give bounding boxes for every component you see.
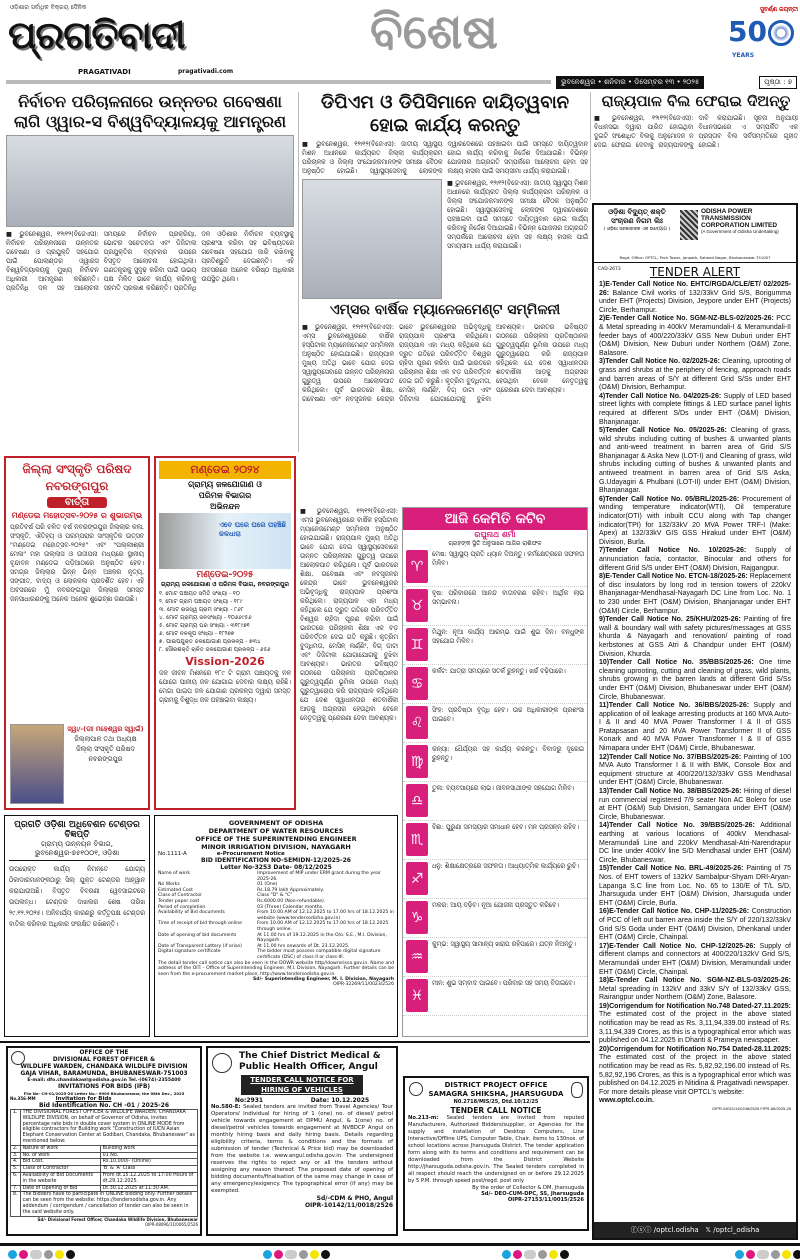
optcl-website[interactable]: www.optcl.co.in. [599, 1097, 654, 1105]
tender-item [594, 943, 796, 977]
story2-photo [302, 179, 442, 299]
anniversary-number: 50 [728, 15, 767, 48]
sign-text: ସିଂହ: ପ୍ରତିଷ୍ଠା ବୃଦ୍ଧି ହେବ। ଉଚ୍ଚ ଅଧିକାରୀଙ୍କ ପ୍ରଶଂସା ପାଇବେ। [432, 707, 584, 723]
notice-type: e-Procurement Notice [216, 851, 285, 857]
vision-title: Vission-2026 [185, 655, 265, 668]
signatory-place: ନବରଙ୍ଗପୁର [88, 755, 123, 763]
tender-item [594, 865, 796, 908]
sign-text: ମେଷ: ସ୍ୱାସ୍ଥ୍ୟ ପ୍ରତି ଧ୍ୟାନ ଦିଅନ୍ତୁ। କର୍ମକ୍ଷେତ୍ରରେ ସଫଳତା ମିଳିବ। [432, 551, 584, 567]
cell: 3. [11, 1152, 21, 1159]
ad-line: MINOR IRRIGATION DIVISION, NAYAGARH [201, 843, 351, 851]
cdmo-tender-ad [206, 1046, 398, 1236]
letter-no: Letter No-3253 Date- 08/12/2025 [220, 864, 332, 871]
bid-value: Improvement of MIP under ERM grant during the year 2025-26. [257, 871, 381, 882]
ad-line: DEPARTMENT OF WATER RESOURCES [208, 827, 344, 835]
cell: The Bidders have to participate in ONLINE bidding only. Further details can be seen from the website: https://tendersodisha.gov.in. Any addendum / corrigendum / cancellation of tender can also be seen in the said website only. [20, 1192, 197, 1216]
tender-number: 19)Corrigendum for Notification No.748 Dated-27.11.2025: [599, 1002, 791, 1010]
tender-description: Supply of LED based street lights with complete fittings & LED surface panel lights required at different S/Ds under EHT (O&M) Division, Bhanjanagar. [599, 392, 791, 426]
horoscope-sign [403, 899, 587, 938]
tender-number: 12)Tender Call Notice No. 37/BBS/2025-26: [599, 753, 742, 761]
ad-line: DIVISIONAL FOREST OFFICER & [52, 1057, 156, 1063]
tender-item [594, 977, 796, 1003]
notice-no: N0.2718/MIS/25, Dtd.10/12/25 [453, 1099, 539, 1105]
bid-row [158, 910, 394, 921]
cell: No. of work [20, 1152, 100, 1159]
horoscope-title: ଆଜି କେମିତି କଟିବ [403, 508, 587, 530]
column-divider [298, 92, 299, 452]
notice-body: Sealed tenders are invited from reputed Manufacturers, Authorized Bidders/supplier, or Agencies for the supply and installation of Desktop Computers, Line Interactive/Offline UPS, Computer Table, Chair, items to 130nos. of school locations across Jharsuguda District. The tender application form along with its terms and conditions and requirement can be downloaded from the District Website http://jharsuguda.odisha.gov.in. The Sealed tenders completed in all respect should reach the undersigned on or before 29.12.2025 by 5 P.M. through speed post/regd. post only [408, 1115, 584, 1184]
horoscope-intro: ଗ୍ରହଙ୍କ ସ୍ଥିତି ଅନୁସାରେ ଆଜିର ରାଶିଫଳ [448, 540, 542, 547]
tender-item [594, 659, 796, 702]
table-row [11, 1172, 198, 1185]
section-title: ବିଶେଷ [370, 4, 498, 60]
ad-sign: Sd/- Divisional Forest Officer, Chandaka Wildlife Division, Bhubaneswar [37, 1216, 198, 1222]
tender-description: Replacement of disc insulators by long rod in tension towers of 220kV Bhanjanagar-Mendhasal-Nayagarh DC Line from Loc. No. 1 to 230 under EHT (O&M) Division, Bhanjanagar under EHT (O&M) Circle, Berhampur. [599, 573, 791, 615]
zodiac-icon: ♒ [406, 940, 428, 973]
tender-item [594, 702, 796, 754]
tender-description: Metal spreading in 132kV and 33kV S/Y of 132/33kV GSS, Rairangpur under Northern (O&M) Zone, Balasore. [599, 985, 791, 1002]
notice-no: No.1111-A [158, 851, 187, 857]
signatory-org: ଜିଲ୍ଲା ସଂସ୍କୃତି ପରିଷଦ [76, 745, 135, 753]
ad-line: GOVERNMENT OF ODISHA [228, 819, 324, 827]
bid-field: Availability of Bid documents [158, 910, 225, 916]
ad-title: ଜିଲ୍ଲା ସଂସ୍କୃତି ପରିଷଦ [22, 462, 132, 476]
masthead-rule [6, 80, 551, 84]
horoscope-box [402, 507, 588, 1037]
water-poster: ଏବେ ଘରେ ଘରେ ପହଞ୍ଚିଛି ଜଳଧାରା [159, 513, 291, 569]
stat-item: ୨. ମୋଟ ଗ୍ରାମ ପଞ୍ଚାୟତ ସଂଖ୍ୟା - ୧୮୯ [159, 599, 243, 605]
ad-title2: SAMAGRA SHIKSHA, JHARSUGUDA [428, 1089, 564, 1098]
ad-line: OFFICE OF THE [79, 1050, 129, 1056]
story1-body: ■ ଭୁବନେଶ୍ୱର, ୧୨ା୧୨(ବିଜେଏସ): ନିର୍ବାଚନ ପରିଚାଳନାରେ ଉନ୍ନତର ଗବେଷଣା ଓ ପ୍ରଯୁକ୍ତି ସହଯୋଗ ପାଇଁ ପୋଲାଣ୍ଡର ଓ୍ୱାରସ ବିଶ୍ୱବିଦ୍ୟାଳୟକୁ ମୁଖ୍ୟ ନିର୍ବାଚନ ଅଧିକାରୀ ଆମନ୍ତ୍ରଣ କରିଛନ୍ତି। ପ୍ରତିନିଧି ଦଳ ସହ ଆଲୋଚନା ସମୟରେ ନିର୍ବାଚନ ପ୍ରକ୍ରିୟା, ଭୋଟର ସଚେତନତା ଏବଂ ଡିଜିଟାଲ ପ୍ରଯୁକ୍ତିର ବ୍ୟବହାର ଉପରେ ବିସ୍ତୃତ ଆଲୋଚନା ହୋଇଥିଲା। ଗଣତନ୍ତ୍ରକୁ ସୁଦୃଢ଼ କରିବା ପାଇଁ ଉଭୟ ପକ୍ଷ ମିଳିତ ଭାବେ କାର୍ଯ୍ୟ କରିବାକୁ ସହମତି ପ୍ରକାଶ କରିଛନ୍ତି। ପ୍ରତିନିଧି ଦଳ ଓଡ଼ିଶାର ନିର୍ବାଚନ ବ୍ୟବସ୍ଥାକୁ ପ୍ରଶଂସା କରିବା ସହ ଭବିଷ୍ୟତରେ ଗବେଷଣା ସହଯୋଗ ଜାରି ରଖିବାକୁ ପ୍ରତିଶ୍ରୁତି ଦେଇଛନ୍ତି। ଏହି ଅବସରରେ ଅନେକ ବରିଷ୍ଠ ଅଧିକାରୀ ଉପସ୍ଥିତ ଥିଲେ। [6, 231, 294, 292]
cell: 01 No. [100, 1152, 197, 1159]
odisha-emblem-icon [212, 1053, 232, 1073]
tender-item [594, 358, 796, 392]
notice-body: Sealed tenders are invited from Travel Agencies/ Tour Operators/ Individual for hiring of 1 (one) no. of diesel/ petrol vehicle towards engagement at DPMU Angul, & 1(one) no. of diesel/petrol vehicles towards engagement at NVBDCP Angul on monthly hiring basis and daily hiring basis. Details regarding eligibility criteria, terms & conditions and the formats of submission of tender (Technical & Price bid) may be downloaded from the website i.e. www.angul.odisha.gov.in. The undersigned reserves the rights to reject any or all the tenders without assigning any reason thereof. The proposed date of opening of bidding documents/finalisation of the same may change in case of any emergency/exigency. The typographical error (if any) may be exempted. [211, 1104, 393, 1194]
story3-body-cont: ■ ଭୁବନେଶ୍ୱର, ୧୨ା୧୨(ବିଜେଏସ): ଏମ୍ସ ଭୁବନେଶ୍ୱରରେ ବାର୍ଷିକ ହସ୍ପିଟାଲ ମ୍ୟାନେଜମେଣ୍ଟ ସମ୍ମିଳନୀ ଅନୁଷ୍ଠିତ ହୋଇଯାଇଛି। ରାଜ୍ୟପାଳ ମୁଖ୍ୟ ଅତିଥି ଭାବେ ଯୋଗ ଦେଇ ସ୍ୱାସ୍ଥ୍ୟସେବାରେ ଉନ୍ନତ ପରିଚାଳନାର ଗୁରୁତ୍ୱ ଉପରେ ଆଲୋକପାତ କରିଥିଲେ। ପୂର୍ବ ଭାରତରେ ଶିକ୍ଷା, ଗବେଷଣା ଏବଂ ନବସୃଜନର କେନ୍ଦ୍ର ଭାବେ ଭୁବନେଶ୍ୱରର ଅଭିବୃଦ୍ଧିକୁ ରାଜ୍ୟପାଳ ପ୍ରଶଂସା କରିଥିଲେ। ରାଜ୍ୟପାଳ ଏହା ମଧ୍ୟ କହିଥିଲେ ଯେ ଦ୍ରୁତ ଗତିରେ ପରିବର୍ତ୍ତିତ ବିଶ୍ୱର ଚାହିଦା ପୂରଣ କରିବା ପାଇଁ ଭାରତରେ ପରିଚାଳନା ଶିକ୍ଷା ଏକ ବଡ଼ ପରିବର୍ତ୍ତନ ଦେଇ ଗତି କରୁଛି। କୃତ୍ରିମ ବୁଦ୍ଧିମତା, ମେସିନ୍ ଲର୍ଣ୍ଣିଂ, ବିଗ୍ ଡାଟା ଏବଂ ଡିଜିଟାଲ ଯୋଗାଯୋଗକୁ ବୁଝିବା ଆବଶ୍ୟକ। ଭାରତର ଭବିଷ୍ୟତ ଗଠନରେ ପରିଚାଳନା ପ୍ରତିଷ୍ଠାନର ଗୁରୁତ୍ୱପୂର୍ଣ୍ଣ ଭୂମିକା ଉପରେ ମଧ୍ୟ ଗୁରୁତ୍ୱାରୋପ କରି ରାଜ୍ୟପାଳ କହିଥିଲେ ଯେ ଦେଶ ସ୍ୱାଧୀନତାର ଶତବାର୍ଷିକୀ ଆଡ଼କୁ ଅଗ୍ରସର ହେଉଥିବା ବେଳେ ନେତୃତ୍ୱକୁ ପ୍ରେରଣା ଦେବା ଆବଶ୍ୟକ। [300, 508, 398, 722]
bid-value: Class "D" & "C" [257, 893, 293, 899]
ad-body: ଉପରୋକ୍ତ କାର୍ଯ୍ୟ ନିମନ୍ତେ ଯୋଗ୍ୟ ଠିକାଦାରମାନଙ୍କଠାରୁ ସିଲ୍ ଯୁକ୍ତ ଟେଣ୍ଡର ଆହ୍ୱାନ କରାଯାଉଅଛି। ବିସ୍ତୃତ ବିବରଣୀ ୱେବସାଇଟରେ ଉପଲବ୍ଧ। ଟେଣ୍ଡର ଦାଖଲର ଶେଷ ତାରିଖ ୨୯.୧୨.୨୦୨୫। ଅନିବାର୍ଯ୍ୟ କାରଣରୁ କର୍ତ୍ତୃପକ୍ଷ ଟେଣ୍ଡର ବାତିଲ କରିବାର ଅଧିକାର ସଂରକ୍ଷିତ ରଖିଛନ୍ତି। [9, 866, 145, 928]
story1-photo [6, 135, 294, 227]
file-no: File No- CH-01/2025-26 Letter No.- 6909 Bhubaneswar, the 08th Dec., 2025 [23, 1091, 185, 1096]
rwss-mandei-ad [154, 456, 296, 810]
bid-field: No Works [158, 882, 180, 888]
cell: 'B' & 'A' Class [100, 1166, 197, 1173]
optcl-odia-name: ଓଡ଼ିଶା ବିଦ୍ୟୁତ୍ ଶକ୍ତି [608, 208, 666, 216]
notice-title: TENDER CALL NOTICE [450, 1105, 542, 1115]
table-row [11, 1159, 198, 1166]
masthead-logo [8, 4, 258, 78]
horoscope-sign [403, 938, 587, 977]
ad-code: OIPR-27153/11/0015/2526 [507, 1197, 584, 1203]
ad-section: ମଣ୍ଡେଇ-୨୦୨୫ [196, 570, 254, 580]
anniversary-years: YEARS [732, 52, 755, 59]
ad-code: OIPR-08096/11/0065/2526 [144, 1221, 198, 1227]
cad-code: CAD-2673 [598, 267, 621, 272]
tender-item [594, 908, 796, 942]
logo-tagline: ଓଡ଼ିଶାର ସର୍ବାଧିକ ବିକ୍ରୟ ଦୈନିକ [10, 4, 87, 11]
horoscope-sign [403, 626, 587, 665]
bid-value: Rs.6000.00 (Non-refundable). [257, 898, 326, 904]
tender-number: 8)E-Tender Call Notice No. ETCN-18/2025-26: [599, 573, 748, 581]
ad-badge: ବାର୍ତ୍ତା [47, 497, 107, 508]
zodiac-icon: ♋ [406, 667, 428, 700]
horoscope-sign [403, 821, 587, 860]
zodiac-icon: ♉ [406, 589, 428, 622]
bid-value: From 10.00 AM of 12.12.2025 to 17.00 hrs of 18.12.2025 through online. [257, 921, 389, 932]
bid-row [158, 949, 394, 960]
ad-contact: E-mail: dfo.chandakawl@odisha.gov.in Tel.-(0674)-2355400 [27, 1078, 181, 1083]
anniversary-emblem [728, 6, 798, 72]
bid-row [158, 921, 394, 932]
tender-number: 10)Tender Call Notice No. 35/BBS/2025-26: [599, 659, 754, 667]
optcl-tender-alert [592, 203, 798, 1240]
zodiac-icon: ♐ [406, 862, 428, 895]
stat-item: ୬. ମୋଟ ନଳକୂପ ସଂଖ୍ୟା - ୧୮୨୭୭ [159, 631, 235, 637]
story4-headline: ରାଜ୍ୟପାଳ ବିଲ ଫେରାଇ ଦିଅନ୍ତୁ [601, 92, 791, 110]
tender-description: Painting of fire wall & boundary wall with safety pictures/messages at GSS khurda & Nayagarh and renovation/ painting of road kerbstones at GSS Atri & Chandpur under EHT (O&M) Division, Khurda. [599, 616, 791, 658]
dfo-tender-ad [6, 1046, 202, 1236]
cell: From dt.15.12.2025 to 17:00 Hours of dt.29.12.2025. [100, 1172, 197, 1185]
horoscope-sign [403, 665, 587, 704]
ad-title-line: ପରିମଳ ବିଭାଗର [198, 491, 252, 500]
tender-number: 15)Tender Call Notice No. BRL-49/2025-26: [599, 865, 744, 873]
bid-value: At 11.00 hrs onwards of Dt. 23.12.2025. [257, 943, 350, 949]
more-details: For more details please visit OPTCL's website: [599, 1088, 744, 1096]
zodiac-icon: ♌ [406, 706, 428, 739]
ad-line: GAJA VIHAR, BARAMUNDA, BHUBANESWAR-751003 [20, 1071, 188, 1077]
horoscope-sign [403, 860, 587, 899]
tender-description: Supply of different clamps and connectors at 400/220/132kV Grid S/S, Meramundali under EHT (O&M) Division, Meramundali under EHT (O&M) Circle, Chainpal. [599, 942, 791, 976]
tender-description: Cleaning, uprooting of grass and shrubs at the periphery of fencing, approach roads and barren areas of S/Y at different Grid S/Ss under EHT (O&M) Division, Berhampur. [599, 358, 791, 392]
horoscope-sign [403, 587, 587, 626]
tender-description: Balance Civil works of 132/33kV Grid S/S, Borigumma under EHT (Projects) Division, Jeypore under EHT (Projects) Circle, Berhampur. [599, 289, 791, 314]
dateline: ଭୁବନେଶ୍ୱର • ଶନିବାର • ଡିସେମ୍ବର ୧୩ • ୨୦୨୫ [556, 76, 704, 89]
bid-field: Class of Contractor [158, 893, 202, 899]
bid-field: Date of Transparent Lottery (if arise) [158, 943, 242, 949]
cell: THE DIVISIONAL FOREST OFFICER & WILDLIFE WARDEN, CHANDAKA WILDLIFE DIVISION, on behalf of Governor of Odisha, invites percentage rate bids in double cover system in ONLINE MODE from eligible contractors for Building work "Construction of IUCN Asian Elephant Conservation Center at Godibari, Chandaka, Bhubaneswar" as mentioned below: [20, 1110, 197, 1146]
social-handle-x[interactable]: /optcl_odisha [713, 1226, 760, 1234]
tender-description: The estimated cost of the project in the above stated notification may be read as Rs. 5,82,92,196.00 instead of Rs. 5,82,92,196 Crores, as this is a typographical error which was published on 04.12.2025 in Nitidina & Pragativadi newspaper. [599, 1054, 791, 1088]
tender-item [594, 315, 796, 358]
bid-row [158, 871, 394, 882]
sign-text: କର୍କଟ: ଯାତ୍ରା ସମୟରେ ସତର୍କ ରୁହନ୍ତୁ। ଖର୍ଚ୍ଚ ବଢ଼ିପାରେ। [432, 668, 566, 675]
sign-text: ମିଥୁନ: ନୂଆ କାର୍ଯ୍ୟ ଆରମ୍ଭ ପାଇଁ ଶୁଭ ଦିନ। ବନ୍ଧୁଙ୍କ ସହଯୋଗ ମିଳିବ। [432, 629, 584, 645]
ifb-title: INVITATIONS FOR BIDS (IFB) [57, 1084, 151, 1090]
tender-item [594, 788, 796, 822]
bid-value: The bidder must possess compatible digital signature certificate (DSC) of class II or class-III. [257, 949, 381, 960]
tender-description: PCC & Metal spreading in 400kV Meramundali-I & Meramundali-II feeder bays of 400/220/33kV GSS New Duburi under EHT (O&M) Division, New Duburi under Northern (O&M) Zone, Balasore. [599, 315, 791, 357]
ad-line: OFFICE OF THE SUPERINTENDING ENGINEER [195, 835, 357, 843]
section-rule [0, 1041, 590, 1043]
ad-title-line: ଅଭିନନ୍ଦନ [210, 502, 240, 511]
banner-line: TENDER CALL NOTICE FOR [250, 1076, 354, 1084]
notice-lead: No.580-E: [211, 1104, 241, 1110]
tender-number: 6)Tender Call Notice No. 05/BRL/2025-26: [599, 495, 740, 503]
tender-number: 2)E-Tender Call Notice No. SGM-NZ-BLS-02/2025-26: [599, 315, 774, 323]
zodiac-icon: ♍ [406, 745, 428, 778]
bid-value: At 11.00 hrs of 19.12.2025 in the O/o. S.E., M.I. Division, Nayagarh. [257, 932, 387, 944]
tender-number: 4)Tender Call Notice No. 04/2025-26: [599, 392, 722, 400]
bid-value: From 10.00 AM of 12.12.2025 to 17.00 hrs of 18.12.2025 in website (www.tendersodisha.gov.in) [257, 910, 394, 921]
optcl-name: ODISHA POWER TRANSMISSION [701, 208, 753, 222]
culture-council-ad [4, 456, 150, 810]
dowr-tender-ad [154, 815, 398, 1037]
ad-title2: Public Health Officer, Angul [239, 1062, 378, 1072]
tender-description: Additional earthing at various locations of 400kV Mendhasal-Meramundali Line and 220kV Mendhasal-Atri-Narendrapur DC line under 400kV line S/D Mendhasal under EHT (O&M) Circle, Bhubaneswar. [599, 822, 791, 864]
sign-text: କୁମ୍ଭ: ସ୍ୱାସ୍ଥ୍ୟ ସାମାନ୍ୟ ଖରାପ ରହିପାରେ। ଯତ୍ନ ନିଅନ୍ତୁ। [432, 941, 576, 948]
ad-subtitle: ନବରଙ୍ଗପୁର [45, 479, 109, 493]
stat-item: ୭. ପାଇପଯୁକ୍ତ ଜଳଯୋଗାଣ ପ୍ରକଳ୍ପ - ୭୩୪ [159, 639, 261, 645]
logo-url: pragativadi.com [178, 68, 234, 75]
table-row [11, 1145, 198, 1152]
story4-body: ■ ଭୁବନେଶ୍ୱର, ୧୨ା୧୨(ବିଜେଏସ): ବିଧାନସଭା ଦ୍ୱାରା ପାରିତ ହୋଇଥିବା ଦୁଇଟି ସଂଶୋଧିତ ବିଲକୁ ଅନୁମୋଦନ ନ ଦେଇ ଫେରାଇ ଦେବାକୁ ରାଜ୍ୟପାଳଙ୍କୁ ଦାବି କରାଯାଇଛି। ସୂଚନା ଅନୁଯାୟୀ ବିଧାନସଭାରେ ଏ ସମ୍ପର୍କିତ ଏକ ପ୍ରସ୍ତାବ ବିଲ ସର୍ବସମ୍ମତିରେ ଗୃହୀତ ହୋଇଛି। [594, 114, 798, 149]
cell: Date of Opening of Bid [20, 1185, 100, 1192]
optcl-odia-sub: ( ଓଡ଼ିଶା ସରକାରଙ୍କ ଏକ ଉଦ୍ୟୋଗ ) [603, 227, 671, 232]
tender-number: 13)Tender Call Notice No. 38/BBS/2025-26: [599, 788, 742, 796]
column-divider [590, 92, 591, 200]
stats-list [159, 590, 291, 654]
tender-item [594, 393, 796, 427]
bid-field: Time of receipt of bid through online [158, 921, 242, 927]
tender-item [594, 754, 796, 788]
story2-headline: ଡିପିଏମ ଓ ଡିପିସିମାନେ ଦାୟିତ୍ୱବାନ ହୋଇ କାର୍ଯ୍ୟ କରନ୍ତୁ [320, 92, 570, 136]
tender-description: One time cleaning uprooting, cutting and cleaning of grass, wild plants, shrubs growing in the barren lands at different Grid S/Ss under EHT (O&M) Division, Bhubaneswar under EHT (O&M) Circle, Bhubaneswar. [599, 659, 791, 701]
optcl-regd: Regd. Office: OPTCL, Tech Tower, Janpath, Saheed Nagar, Bhubaneswar-751007 [619, 255, 771, 260]
bid-field: Digital signature certificate [158, 949, 221, 955]
signatory-role: ଜିଲ୍ଲାପାଳ ତଥା ଅଧ୍ୟକ୍ଷ [74, 735, 137, 743]
tender-number: 9)Tender Call Notice No. 25/KHU/2025-26: [599, 616, 741, 624]
emblem-icon [768, 20, 794, 46]
ad-heading: ମଣ୍ଡେଇ ମହୋତ୍ସବ-୨୦୨୫ ର ଶୁଭାରମ୍ଭ [11, 511, 143, 520]
ad-codes: OIPR-04011/11/0248/2526 FIPR-66/2025-26 [711, 1106, 791, 1111]
horoscope-sign [403, 782, 587, 821]
ad-subtitle: ଗ୍ରାମ୍ୟ ଉନ୍ନୟନ ବିଭାଗ, ଭୁବନେଶ୍ୱର-୭୫୧୦୦୧, ଓଡ଼ିଶା [9, 840, 145, 861]
social-bar: ⓕⓧⓘ /optcl.odisha 𝕏 /optcl_odisha [594, 1222, 796, 1238]
page-number: ପୃଷ୍ଠା : ୭ [759, 76, 797, 89]
tender-item [594, 1046, 796, 1089]
story1 [6, 92, 294, 450]
social-handle-facebook[interactable]: /optcl.odisha [653, 1226, 699, 1234]
cell: 6. [11, 1172, 21, 1185]
page-bottom-rule [0, 1243, 800, 1246]
optcl-sub: (A Government of Odisha Undertaking) [701, 229, 779, 234]
cell: 2. [11, 1145, 21, 1152]
cell: Dt.30.12.2025 at 11:30 AM. [100, 1185, 197, 1192]
tender-number: 1)E-Tender Call Notice No. EHTC/RGDA/CLE/ET/ 02/2025-26: [599, 281, 791, 297]
ad-title: The Chief District Medical & [239, 1051, 381, 1061]
stat-item: ୧. ମୋଟ ପଞ୍ଚାୟତ ସମିତି ସଂଖ୍ୟା - ୧୦ [159, 591, 240, 597]
ad-sign: Sd/-CDM & PHO, Angul [316, 1195, 393, 1202]
bid-field: Name of work [158, 871, 191, 876]
notice-no: No:2931 [234, 1097, 264, 1104]
bid-value: Rs.18.79 lakh Approximately. [257, 887, 325, 893]
notice-no: No.356-MM [10, 1096, 36, 1101]
bid-table [10, 1109, 198, 1217]
story2-3 [302, 92, 588, 502]
optcl-name2: CORPORATION LIMITED [701, 222, 778, 229]
bid-field: Period of completion [158, 904, 206, 910]
tender-number: 17)E-Tender Call Notice No. CHP-12/2025-26: [599, 942, 756, 950]
sign-text: ବୃଷ: ପରିବାରରେ ଆନନ୍ଦ ବାତାବରଣ ରହିବ। ଆର୍ଥିକ ଲାଭ ସମ୍ଭାବନା। [432, 590, 584, 606]
signatory-name: ସ୍ୱା/-(ଡଃ ମହେଶ୍ୱର ସ୍ୱାଇଁ) [67, 725, 144, 733]
tender-item [594, 547, 796, 573]
cell: 5. [11, 1166, 21, 1173]
tender-description: Hiring of diesel run commercial registered 7/9 seater Non AC Bolero for use at EHT (O&M) Sub Division, Samangara under EHT (O&M) Circle, Bhubaneswar. [599, 788, 792, 821]
ad-code: OIPR-10142/11/0018/2526 [304, 1202, 393, 1209]
ad-by: By the order of Collector & DM, Jharsuguda [472, 1185, 584, 1191]
ad-title: ପ୍ରଗତି ଓଡ଼ିଶା ଅଧିବେଶନ ଟେଣ୍ଡର ବିଜ୍ଞପ୍ତି [14, 820, 140, 840]
notice-lead: No.213-m: [408, 1115, 439, 1121]
samagra-shiksha-tender-ad [403, 1076, 589, 1231]
tender-number: 5)Tender Call Notice No. 05/2025-26: [599, 427, 727, 435]
story3-headline: ଏମ୍ସର ବାର୍ଷିକ ମ୍ୟାନେଜମେଣ୍ଟ ସମ୍ମିଳନୀ [329, 302, 561, 318]
tender-description: Painting of 100 MVA Auto Transformer I & II with BMK, Console Box and equipment structure at 400/220/132/33kV GSS Mendhasal under EHT (O&M) Circle, Bhubaneswar. [599, 753, 791, 787]
tender-description: Construction of PCC of left out barren area inside the S/Y of 220/132/33kV Grid S/S Goda under EHT (O&M) Division, Dhenkanal under EHT (O&M) Circle, Chainpal. [599, 908, 791, 942]
ad-title-line: ଗ୍ରାମ୍ୟ ଜଳଯୋଗାଣ ଓ [188, 480, 262, 489]
zodiac-icon: ♏ [406, 823, 428, 856]
invitation-title: Invitation for Bids [55, 1096, 112, 1102]
odisha-emblem-icon [11, 1051, 25, 1065]
ad-code: OIPR-32269/11/0023/2526 [333, 982, 394, 988]
stat-item: ୮. ସୌରଶକ୍ତି ଚାଳିତ ଜଳଯୋଗାଣ ପ୍ରକଳ୍ପ - ୬୫୬ [159, 647, 271, 653]
sign-text: ତୁଳା: ବ୍ୟବସାୟରେ ଲାଭ। ଜୀବନସାଥୀଙ୍କ ସହଯୋଗ ମିଳିବ। [432, 785, 575, 792]
story2-body: ■ ଭୁବନେଶ୍ୱର, ୧୨ା୧୨(ବିଜେଏସ): ଜାତୀୟ ସ୍ୱାସ୍ଥ୍ୟ ମିଶନ ଅଧୀନରେ କାର୍ଯ୍ୟରତ ଜିଲ୍ଲା କାର୍ଯ୍ୟକ୍ରମ ପରିଚାଳକ ଓ ଜିଲ୍ଲା ସଂଯୋଜକମାନଙ୍କ ସମୀକ୍ଷା ବୈଠକ ଅନୁଷ୍ଠିତ ହୋଇଛି। ସ୍ୱାସ୍ଥ୍ୟସେବାକୁ ଲୋକଙ୍କ ଦ୍ୱାରଦେଶରେ ପହଞ୍ଚାଇବା ପାଇଁ ସମସ୍ତେ ଦାୟିତ୍ୱବାନ ହୋଇ କାର୍ଯ୍ୟ କରିବାକୁ ନିର୍ଦ୍ଦେଶ ଦିଆଯାଇଛି। ବିଭିନ୍ନ ଯୋଜନାର ଅଗ୍ରଗତି ସମ୍ପର୍କରେ ଆଲୋଚନା ହେବା ସହ ଲକ୍ଷ୍ୟ ହାସଲ ପାଇଁ ସମୟସୀମା ଧାର୍ଯ୍ୟ କରାଯାଇଛି। [302, 141, 588, 175]
banner-line: HIRING OF VEHICLES [261, 1086, 343, 1094]
registration-marks [502, 1250, 569, 1259]
sign-text: କନ୍ୟା: ଧୈର୍ଯ୍ୟର ସହ କାର୍ଯ୍ୟ କରନ୍ତୁ। ବିବାଦରୁ ଦୂରେଇ ରୁହନ୍ତୁ। [432, 746, 584, 762]
optcl-odia-name2: ସଂଚାରଣ ନିଗମ ଲିଃ [611, 217, 663, 225]
horoscope-author: ରଘୁନାଥ ଶର୍ମା [474, 530, 516, 539]
tender-number: 3)Tender Call Notice No. 02/2025-26: [599, 358, 720, 366]
stat-item: ୫. ମୋଟ ଗ୍ରାମ୍ୟ ଘର ସଂଖ୍ୟା - ୩୧୮୯୭୧ [159, 623, 250, 629]
ad-dept: ଗ୍ରାମ୍ୟ ଜଳଯୋଗାଣ ଓ ପରିମଳ ବିଭାଗ, ନବରଙ୍ଗପୁର [161, 581, 289, 588]
tender-number: 18)E-Tender Call Notice No. SGM-NZ-BLS-03/2025-26: [599, 977, 791, 985]
tender-description: Supply of annunciation facia, contactor, Binocular and others for different Grid S/S under EHT (O&M) Division, Rajgangpur. [599, 547, 791, 572]
table-row [11, 1166, 198, 1173]
notice-date: Date: 10.12.2025 [310, 1097, 370, 1104]
registration-marks [263, 1250, 330, 1259]
samagra-logo-icon [571, 1082, 583, 1098]
zodiac-icon: ♊ [406, 628, 428, 661]
ad-sign: Sd/- DEO-CUM-DPC, SS, Jharsuguda [481, 1191, 584, 1197]
optcl-tower-icon [680, 210, 698, 240]
cell: Availability of Bid Documents in the website [20, 1172, 100, 1185]
cell: 1. [11, 1110, 21, 1146]
logo-english: PRAGATIVADI [78, 68, 131, 76]
tender-item [594, 496, 796, 548]
stat-item: ୩. ମୋଟ ରାଜସ୍ୱ ଗ୍ରାମ ସଂଖ୍ୟା - ୮୬୮ [159, 607, 244, 613]
cell: 7. [11, 1185, 21, 1192]
tender-list [594, 281, 796, 1089]
sign-text: ମକର: ଆୟ ବଢ଼ିବ। ନୂଆ ଯୋଜନା ପ୍ରସ୍ତୁତ କରିବେ। [432, 902, 560, 909]
cell: 4. [11, 1159, 21, 1166]
logo-wordmark: ପ୍ରଗତିବାଦୀ [8, 13, 185, 57]
tender-number: 11)Tender Call Notice No. 36/BBS/2025-26: [599, 702, 750, 710]
bid-id: BID IDENTIFICATION NO-SEMIDN-12/2025-26 [201, 857, 351, 864]
zodiac-icon: ♎ [406, 784, 428, 817]
zodiac-icon: ♈ [406, 550, 428, 583]
sign-text: ବିଛା: ପୁରୁଣା ସମସ୍ୟାର ସମାଧାନ ହେବ। ମନ ପ୍ରସନ୍ନ ରହିବ। [432, 824, 579, 831]
bid-field: Tender paper cost [158, 898, 200, 904]
registration-marks [8, 1250, 75, 1259]
mandei-banner: ମଣ୍ଡେଇ ୨୦୨୪ [159, 461, 291, 479]
anniversary-label: ସୁବର୍ଣ୍ଣ ଜୟନ୍ତୀ [760, 6, 798, 13]
table-row [11, 1110, 198, 1146]
tender-item [594, 281, 796, 315]
table-row [11, 1152, 198, 1159]
tender-number: 20)Corrigendum for Notification No.754 Dated-28.11.2025: [599, 1045, 791, 1053]
story3-body: ■ ଭୁବନେଶ୍ୱର, ୧୨ା୧୨(ବିଜେଏସ): ଏମ୍ସ ଭୁବନେଶ୍ୱରରେ ବାର୍ଷିକ ହସ୍ପିଟାଲ ମ୍ୟାନେଜମେଣ୍ଟ ସମ୍ମିଳନୀ ଅନୁଷ୍ଠିତ ହୋଇଯାଇଛି। ରାଜ୍ୟପାଳ ମୁଖ୍ୟ ଅତିଥି ଭାବେ ଯୋଗ ଦେଇ ସ୍ୱାସ୍ଥ୍ୟସେବାରେ ଉନ୍ନତ ପରିଚାଳନାର ଗୁରୁତ୍ୱ ଉପରେ ଆଲୋକପାତ କରିଥିଲେ। ପୂର୍ବ ଭାରତରେ ଶିକ୍ଷା, ଗବେଷଣା ଏବଂ ନବସୃଜନର କେନ୍ଦ୍ର ଭାବେ ଭୁବନେଶ୍ୱରର ଅଭିବୃଦ୍ଧିକୁ ରାଜ୍ୟପାଳ ପ୍ରଶଂସା କରିଥିଲେ। ରାଜ୍ୟପାଳ ଏହା ମଧ୍ୟ କହିଥିଲେ ଯେ ଦ୍ରୁତ ଗତିରେ ପରିବର୍ତ୍ତିତ ବିଶ୍ୱର ଚାହିଦା ପୂରଣ କରିବା ପାଇଁ ଭାରତରେ ପରିଚାଳନା ଶିକ୍ଷା ଏକ ବଡ଼ ପରିବର୍ତ୍ତନ ଦେଇ ଗତି କରୁଛି। କୃତ୍ରିମ ବୁଦ୍ଧିମତା, ମେସିନ୍ ଲର୍ଣ୍ଣିଂ, ବିଗ୍ ଡାଟା ଏବଂ ଡିଜିଟାଲ ଯୋଗାଯୋଗକୁ ବୁଝିବା ଆବଶ୍ୟକ। ଭାରତର ଭବିଷ୍ୟତ ଗଠନରେ ପରିଚାଳନା ପ୍ରତିଷ୍ଠାନର ଗୁରୁତ୍ୱପୂର୍ଣ୍ଣ ଭୂମିକା ଉପରେ ମଧ୍ୟ ଗୁରୁତ୍ୱାରୋପ କରି ରାଜ୍ୟପାଳ କହିଥିଲେ ଯେ ଦେଶ ସ୍ୱାଧୀନତାର ଶତବାର୍ଷିକୀ ଆଡ଼କୁ ଅଗ୍ରସର ହେଉଥିବା ବେଳେ ନେତୃତ୍ୱକୁ ପ୍ରେରଣା ଦେବା ଆବଶ୍ୟକ। [302, 323, 588, 403]
tender-item [594, 822, 796, 865]
collector-photo [10, 724, 64, 804]
bid-id: Bid Identification No. CH -01 / 2025-26 [38, 1102, 170, 1109]
tender-number: 7)Tender Call Notice No. 10/2025-26: [599, 547, 747, 555]
ad-line: WILDLIFE WARDEN, CHANDAKA WILDLIFE DIVISION [20, 1064, 188, 1070]
tender-item [594, 427, 796, 496]
cell: Building work [100, 1145, 197, 1152]
vision-body: ଜଳ ଜୀବନ ମିଶନରେ ୧୮୯ ଟି ଗ୍ରାମ ପଞ୍ଚାୟତକୁ ନଳ ଯୋଗେ ପାନୀୟ ଜଳ ଯୋଗାଇ ଦେବାର ଲକ୍ଷ୍ୟ ରହିଛି। ମେଗା ପାଇପ ଜଳ ଯୋଗାଣ ପ୍ରକଳ୍ପ ଦ୍ୱାରା ସମସ୍ତ ଗ୍ରାମକୁ ବିଶୁଦ୍ଧ ଜଳ ପହଞ୍ଚାଇବା ଲକ୍ଷ୍ୟ। [159, 670, 291, 704]
cell: Nature of work [20, 1145, 100, 1152]
ad-sign: Sd/- Superintending Engineer, M. I. Division, Nayagarh [252, 977, 394, 983]
bid-field: Estimated Cost [158, 887, 193, 893]
zodiac-icon: ♑ [406, 901, 428, 934]
tender-item [594, 1003, 796, 1046]
tender-number: 14)Tender Call Notice No. 39/BBS/2025-26: [599, 822, 755, 830]
stat-item: ୪. ମୋଟ ଗ୍ରାମ୍ୟ ଜନସଂଖ୍ୟା - ୧୦୬୬୯୫୬ [159, 615, 252, 621]
tender-description: Painting of 75 Nos. of EHT towers of 132kV Sambalpur-Shyam DRI-Aryan-Lapanga S.C line from Loc. No. 65 to 130/E of T/L S/D, Jharsuguda under EHT (O&M) Division, Jharsuguda under EHT (O&M) Circle, Burla. [599, 865, 791, 907]
tender-description: The estimated cost of the project in the above stated notification may be read as Rs. 3,11,94,339.00 instead of Rs. 3,11,94,339 Crores, as this is a typographical error which was published on 04.12.2025 in Dhariti & Prameya newspaper. [599, 1011, 791, 1045]
tender-description: Supply and application of oil leakage arresting products at 160 MVA Auto-I & II and 40 MVA Power Transformer I & II of GSS Pratapsasan and 20 MVA Power Transformer II of GSS Konark and 40 MVA Power Transformer I & II of GSS Nimapara under EHT (O&M) Circle, Bhubaneswar. [599, 702, 791, 753]
table-row [11, 1192, 198, 1216]
story4 [594, 92, 798, 200]
horoscope-sign [403, 743, 587, 782]
ad-title: DISTRICT PROJECT OFFICE [444, 1081, 548, 1089]
tender-description: Procurement of winding temperature indicator(WTI), Oil temperature indicator(OTI) with inbuilt CCU along with Tap changer indicator(TPI) for 132/33kV 20 MVA Power TRF-I (Make: Apex) at 132/33kV GIS GSS Hirakud under EHT (O&M) Division, Burla. [599, 495, 791, 546]
rd-tender-ad [4, 815, 150, 1037]
bid-value: 01 (One) [257, 882, 278, 888]
bid-details [158, 871, 394, 961]
tender-item [594, 616, 796, 659]
tender-number: 16)E-Tender Call Notice No. CHP-11/2025-26: [599, 908, 750, 916]
zodiac-icon: ♓ [406, 979, 428, 1012]
sign-text: ଧନୁ: ଶିକ୍ଷାକ୍ଷେତ୍ରରେ ସଫଳତା। ଆଧ୍ୟାତ୍ମିକ କାର୍ଯ୍ୟରେ ରୁଚି। [432, 863, 580, 870]
horoscope-sign [403, 704, 587, 743]
horoscope-list [403, 548, 587, 1016]
odisha-emblem-icon [409, 1082, 423, 1096]
bid-field: Date of opening of bid documents [158, 932, 237, 938]
registration-marks [735, 1250, 800, 1259]
cell: Rs.10,000/- (Online) [100, 1159, 197, 1166]
sign-text: ମୀନ: ଶୁଭ ସମ୍ବାଦ ପାଇବେ। ପରିବାର ସହ ସମୟ ବିତାଇବେ। [432, 980, 576, 987]
ad-body: ପ୍ରତିବର୍ଷ ପରି ଚଳିତ ବର୍ଷ ନବରଙ୍ଗପୁର ଜିଲ୍ଲାର କଳା, ସଂସ୍କୃତି, ଐତିହ୍ୟ ଓ ପରମ୍ପରାର ସାଂସ୍କୃତିକ ଉତ୍ସବ "ମଣ୍ଡେଇ ମହୋତ୍ସବ-୨୦୨୫" ଏବଂ "ପଲ୍ଲୀଶ୍ରୀ ମେଳା" ମହା ଉଲ୍ଲାସ ଓ ଉଦ୍ଦୀପନା ମଧ୍ୟରେ ସ୍ଥାନୀୟ ବୃନ୍ଦାବନ ମଣ୍ଡେଇ ପଡ଼ିଆଠାରେ ଅନୁଷ୍ଠିତ ହେବ। ସମଗ୍ର ଜିଲ୍ଲାର ଭିନ୍ନ ଭିନ୍ନ ଅଞ୍ଚଳର ନୃତ୍ୟ, ସଙ୍ଗୀତ, ବାଦ୍ୟ ଓ ଲୋକକଳା ପ୍ରଦର୍ଶିତ ହେବ। ଏହି ଅବସରରେ ମୁଁ ନବରଙ୍ଗପୁର ଜିଲ୍ଲାର ସମସ୍ତ ଜନସାଧାରଣଙ୍କୁ ଅନେକ ଅନେକ ଶୁଭେଚ୍ଛା ଜଣାଉଛି। [10, 524, 144, 603]
horoscope-sign [403, 548, 587, 587]
bid-row [158, 933, 394, 944]
cell: Class of Contractor [20, 1166, 100, 1173]
tender-alert-title: TENDER ALERT [649, 265, 741, 279]
horoscope-sign [403, 977, 587, 1016]
ad-footer: The detail tender call notice can also be seen in the DOWR website http//dowrorissa.gov.in. Name and address of the OIT: - Office of Superintending Engineer, M.I. Division, Nayagarh. Further details can be seen from the e-procurement market place, http://www.tendersodisha.gov.in. [158, 960, 394, 977]
table-row [11, 1185, 198, 1192]
tender-description: Cleaning of grass, wild shrubs including cutting of bushes & unwanted plants and anti-weed treatment in barren area of Grid S/S Bhanjanagar & Aska New (LOT-I) and Cleaning of grass, wild shrubs including cutting of bushes & unwanted plants and antiweed treatment in barren area of Grid S/S Aska, G.Udayagiri & Phulbani (LOT-II) under EHT (O&M) Division, Bhanjanagar. [599, 427, 791, 495]
bid-value: 03 (Three) Calendar months. [257, 904, 324, 910]
cell: Bid Cost. [20, 1159, 100, 1166]
cell: 8. [11, 1192, 21, 1216]
tender-item [594, 573, 796, 616]
story1-headline: ନିର୍ବାଚନ ପରିଚାଳନାରେ ଉନ୍ନତର ଗବେଷଣା ଲାଗି ଓ୍ୱାର-ସ ବିଶ୍ୱବିଦ୍ୟାଳୟକୁ ଆମନ୍ତ୍ରଣ [13, 92, 287, 131]
story2-body-cont: ■ ଭୁବନେଶ୍ୱର, ୧୨ା୧୨(ବିଜେଏସ): ଜାତୀୟ ସ୍ୱାସ୍ଥ୍ୟ ମିଶନ ଅଧୀନରେ କାର୍ଯ୍ୟରତ ଜିଲ୍ଲା କାର୍ଯ୍ୟକ୍ରମ ପରିଚାଳକ ଓ ଜିଲ୍ଲା ସଂଯୋଜକମାନଙ୍କ ସମୀକ୍ଷା ବୈଠକ ଅନୁଷ୍ଠିତ ହୋଇଛି। ସ୍ୱାସ୍ଥ୍ୟସେବାକୁ ଲୋକଙ୍କ ଦ୍ୱାରଦେଶରେ ପହଞ୍ଚାଇବା ପାଇଁ ସମସ୍ତେ ଦାୟିତ୍ୱବାନ ହୋଇ କାର୍ଯ୍ୟ କରିବାକୁ ନିର୍ଦ୍ଦେଶ ଦିଆଯାଇଛି। ବିଭିନ୍ନ ଯୋଜନାର ଅଗ୍ରଗତି ସମ୍ପର୍କରେ ଆଲୋଚନା ହେବା ସହ ଲକ୍ଷ୍ୟ ହାସଲ ପାଇଁ ସମୟସୀମା ଧାର୍ଯ୍ୟ କରାଯାଇଛି। [447, 180, 588, 250]
